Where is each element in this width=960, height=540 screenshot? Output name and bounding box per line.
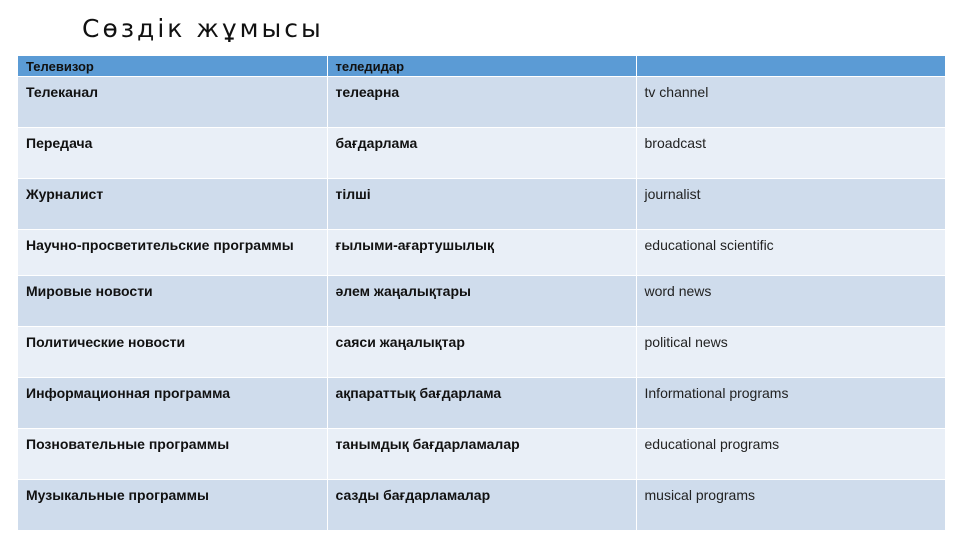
cell-russian: Музыкальные программы — [18, 480, 327, 531]
cell-kazakh: танымдық бағдарламалар — [327, 429, 636, 480]
cell-english: journalist — [636, 179, 945, 230]
cell-russian: Телеканал — [18, 77, 327, 128]
table-row — [18, 327, 945, 378]
cell-russian: Позновательные программы — [18, 429, 327, 480]
cell-kazakh: саяси жаңалықтар — [327, 327, 636, 378]
cell-russian: Информационная программа — [18, 378, 327, 429]
cell-kazakh: бағдарлама — [327, 128, 636, 179]
cell-english: musical programs — [636, 480, 945, 531]
table-header-row — [18, 56, 945, 77]
cell-russian: Мировые новости — [18, 276, 327, 327]
cell-russian: Журналист — [18, 179, 327, 230]
table-row — [18, 378, 945, 429]
cell-kazakh: тілші — [327, 179, 636, 230]
table-row — [18, 480, 945, 531]
table-row — [18, 230, 945, 276]
cell-kazakh: әлем жаңалықтары — [327, 276, 636, 327]
table-row — [18, 276, 945, 327]
table-row — [18, 128, 945, 179]
cell-kazakh: ғылыми-ағартушылық — [327, 230, 636, 276]
cell-russian: Научно-просветительские программы — [18, 230, 327, 276]
header-cell-kazakh: теледидар — [327, 56, 636, 77]
slide-title: Сөздік жұмысы — [82, 14, 324, 43]
cell-english: word news — [636, 276, 945, 327]
cell-kazakh: сазды бағдарламалар — [327, 480, 636, 531]
header-cell-russian: Телевизор — [18, 56, 327, 77]
header-cell-english — [636, 56, 945, 77]
table-row — [18, 429, 945, 480]
table-row — [18, 77, 945, 128]
cell-english: political news — [636, 327, 945, 378]
cell-kazakh: ақпараттық бағдарлама — [327, 378, 636, 429]
cell-english: Informational programs — [636, 378, 945, 429]
cell-russian: Передача — [18, 128, 327, 179]
cell-english: educational programs — [636, 429, 945, 480]
cell-english: tv channel — [636, 77, 945, 128]
cell-kazakh: телеарна — [327, 77, 636, 128]
cell-english: educational scientific — [636, 230, 945, 276]
cell-english: broadcast — [636, 128, 945, 179]
cell-russian: Политические новости — [18, 327, 327, 378]
vocabulary-table — [18, 56, 945, 531]
table-row — [18, 179, 945, 230]
